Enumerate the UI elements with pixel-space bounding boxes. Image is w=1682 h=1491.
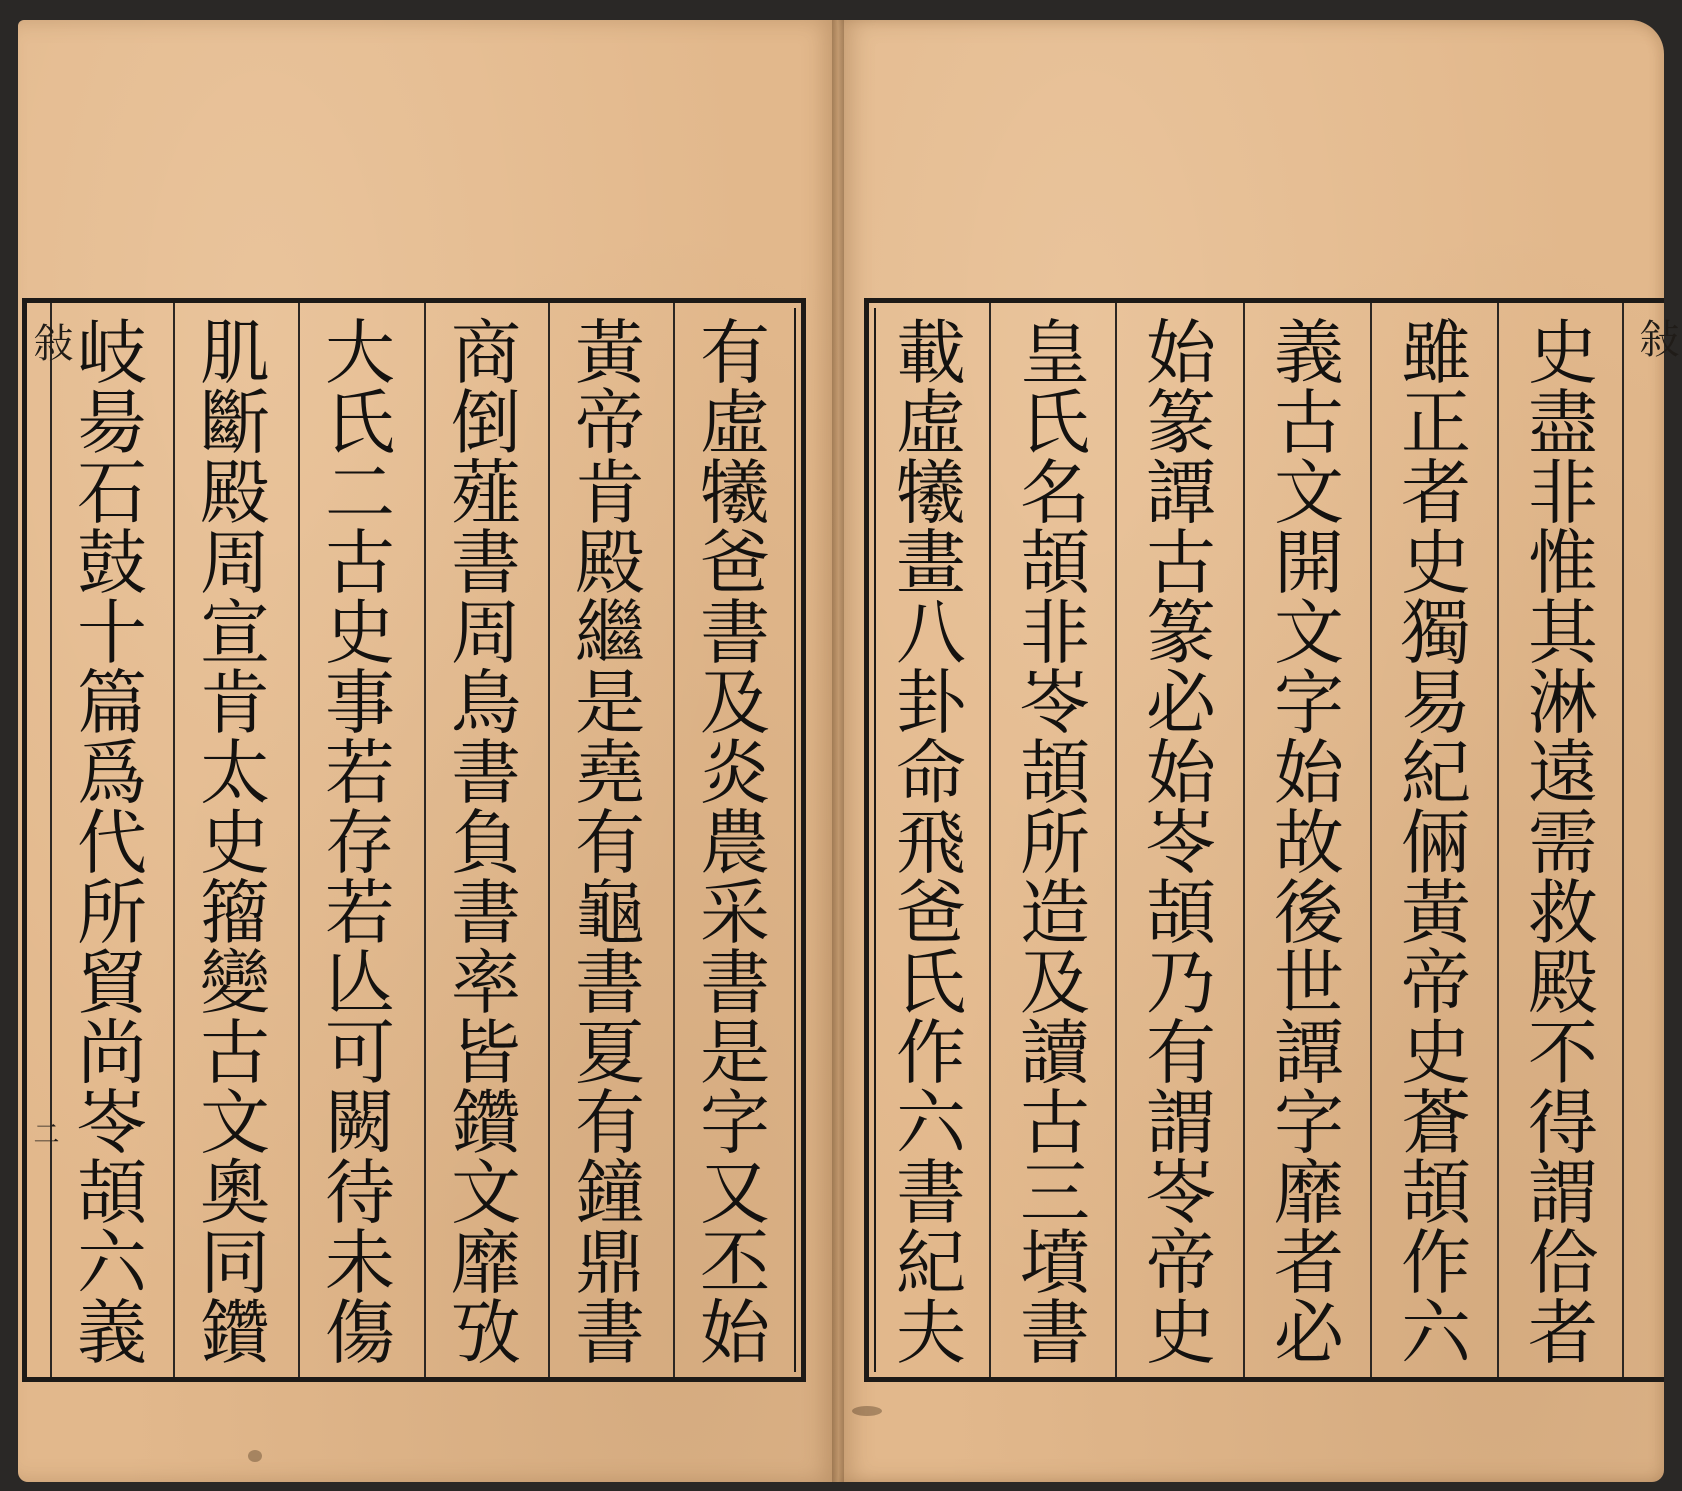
character: 篆 — [1146, 382, 1216, 464]
text-column — [1381, 312, 1491, 1374]
character: 存 — [325, 802, 395, 884]
character: 倆 — [1401, 802, 1471, 884]
character: 是 — [575, 662, 645, 744]
column-rule — [989, 303, 991, 1377]
character: 二 — [325, 452, 395, 534]
character: 作 — [896, 1012, 966, 1094]
character: 非 — [1528, 452, 1598, 534]
column-rule — [1115, 303, 1117, 1377]
character: 岺 — [1146, 1152, 1216, 1234]
character: 盡 — [1528, 382, 1598, 464]
text-column — [1126, 312, 1236, 1374]
column-rule — [1243, 303, 1245, 1377]
character: 采 — [700, 872, 770, 954]
character: 作 — [1401, 1222, 1471, 1304]
character: 石 — [77, 452, 147, 534]
character: 書 — [700, 942, 770, 1024]
character: 字 — [700, 1082, 770, 1164]
character: 岺 — [1020, 662, 1090, 744]
paper-blemish — [248, 1450, 262, 1462]
character: 帝 — [575, 382, 645, 464]
character: 救 — [1528, 872, 1598, 954]
character: 所 — [1020, 802, 1090, 884]
character: 文 — [1274, 452, 1344, 534]
left-frame-inner-line — [794, 308, 796, 1372]
character: 乃 — [1146, 942, 1216, 1024]
character: 其 — [1528, 592, 1598, 674]
character: 字 — [1274, 662, 1344, 744]
character: 頡 — [1146, 872, 1216, 954]
character: 古 — [325, 522, 395, 604]
character: 有 — [575, 802, 645, 884]
column-rule — [173, 303, 175, 1377]
character: 始 — [1274, 732, 1344, 814]
character: 周 — [451, 592, 521, 674]
left-margin-page-number: 二 — [29, 1120, 59, 1146]
character: 籀 — [200, 872, 270, 954]
text-column — [1508, 312, 1618, 1374]
character: 又 — [700, 1152, 770, 1234]
character: 皇 — [1020, 312, 1090, 394]
character: 紀 — [1401, 732, 1471, 814]
character: 者 — [1401, 452, 1471, 534]
character: 昜 — [77, 382, 147, 464]
text-column — [180, 312, 290, 1374]
character: 始 — [1146, 312, 1216, 394]
character: 命 — [896, 732, 966, 814]
column-rule — [424, 303, 426, 1377]
column-rule — [298, 303, 300, 1377]
character: 變 — [200, 942, 270, 1024]
character: 氏 — [896, 942, 966, 1024]
character: 夏 — [575, 1012, 645, 1094]
character: 十 — [77, 592, 147, 674]
character: 殿 — [200, 452, 270, 534]
character: 皆 — [451, 1012, 521, 1094]
character: 氏 — [325, 382, 395, 464]
character: 爸 — [700, 522, 770, 604]
character: 商 — [451, 312, 521, 394]
character: 頡 — [77, 1152, 147, 1234]
character: 始 — [700, 1292, 770, 1374]
character: 尚 — [77, 1012, 147, 1094]
character: 薤 — [451, 452, 521, 534]
text-column — [1000, 312, 1110, 1374]
character: 攷 — [451, 1292, 521, 1374]
character: 同 — [200, 1222, 270, 1304]
character: 爲 — [77, 732, 147, 814]
character: 正 — [1401, 382, 1471, 464]
character: 文 — [1274, 592, 1344, 674]
character: 名 — [1020, 452, 1090, 534]
character: 畫 — [896, 522, 966, 604]
character: 史 — [1401, 1012, 1471, 1094]
character: 淋 — [1528, 662, 1598, 744]
character: 譚 — [1146, 452, 1216, 534]
character: 者 — [1274, 1222, 1344, 1304]
paper-blemish — [852, 1406, 882, 1416]
character: 書 — [575, 942, 645, 1024]
character: 易 — [1401, 662, 1471, 744]
text-column — [57, 312, 167, 1374]
character: 八 — [896, 592, 966, 674]
character: 譚 — [1274, 1012, 1344, 1094]
character: 帝 — [1146, 1222, 1216, 1304]
character: 史 — [200, 802, 270, 884]
character: 奧 — [200, 1152, 270, 1234]
character: 斷 — [200, 382, 270, 464]
character: 三 — [1020, 1152, 1090, 1234]
character: 帝 — [1401, 942, 1471, 1024]
column-rule — [1622, 303, 1624, 1377]
character: 古 — [1146, 522, 1216, 604]
character: 虛 — [896, 382, 966, 464]
character: 書 — [575, 1292, 645, 1374]
character: 丕 — [700, 1222, 770, 1304]
character: 若 — [325, 872, 395, 954]
character: 雖 — [1401, 312, 1471, 394]
character: 造 — [1020, 872, 1090, 954]
character: 頡 — [1020, 732, 1090, 814]
character: 待 — [325, 1152, 395, 1234]
text-column — [555, 312, 665, 1374]
character: 不 — [1528, 1012, 1598, 1094]
character: 鑽 — [200, 1292, 270, 1374]
character: 六 — [896, 1082, 966, 1164]
character: 鑽 — [451, 1082, 521, 1164]
character: 率 — [451, 942, 521, 1024]
character: 亾 — [325, 942, 395, 1024]
character: 闕 — [325, 1082, 395, 1164]
character: 及 — [1020, 942, 1090, 1024]
character: 犧 — [700, 452, 770, 534]
character: 書 — [451, 732, 521, 814]
character: 若 — [325, 732, 395, 814]
character: 宣 — [200, 592, 270, 674]
character: 靡 — [1274, 1152, 1344, 1234]
character: 紀 — [896, 1222, 966, 1304]
character: 謂 — [1528, 1152, 1598, 1234]
character: 需 — [1528, 802, 1598, 884]
character: 龜 — [575, 872, 645, 954]
character: 岺 — [77, 1082, 147, 1164]
character: 貿 — [77, 942, 147, 1024]
column-rule — [1370, 303, 1372, 1377]
book-gutter — [832, 20, 844, 1482]
character: 書 — [451, 872, 521, 954]
character: 必 — [1274, 1292, 1344, 1374]
left-margin-title: 敍 — [27, 322, 73, 362]
text-column — [1254, 312, 1364, 1374]
character: 周 — [200, 522, 270, 604]
character: 飛 — [896, 802, 966, 884]
character: 犧 — [896, 452, 966, 534]
character: 農 — [700, 802, 770, 884]
character: 鐘 — [575, 1152, 645, 1234]
character: 者 — [1528, 1292, 1598, 1374]
character: 代 — [77, 802, 147, 884]
character: 遠 — [1528, 732, 1598, 814]
character: 堯 — [575, 732, 645, 814]
character: 載 — [896, 312, 966, 394]
character: 書 — [896, 1152, 966, 1234]
text-column — [305, 312, 415, 1374]
character: 世 — [1274, 942, 1344, 1024]
character: 謂 — [1146, 1082, 1216, 1164]
character: 殿 — [1528, 942, 1598, 1024]
character: 篇 — [77, 662, 147, 744]
text-column — [876, 312, 986, 1374]
character: 史 — [1146, 1292, 1216, 1374]
character: 肯 — [200, 662, 270, 744]
column-rule — [548, 303, 550, 1377]
character: 有 — [575, 1082, 645, 1164]
character: 炎 — [700, 732, 770, 814]
character: 六 — [77, 1222, 147, 1304]
character: 史 — [1401, 522, 1471, 604]
character: 有 — [1146, 1012, 1216, 1094]
character: 必 — [1146, 662, 1216, 744]
character: 義 — [1274, 312, 1344, 394]
character: 及 — [700, 662, 770, 744]
text-column — [431, 312, 541, 1374]
character: 鼎 — [575, 1222, 645, 1304]
text-column — [680, 312, 790, 1374]
character: 始 — [1146, 732, 1216, 814]
column-rule — [673, 303, 675, 1377]
character: 惟 — [1528, 522, 1598, 604]
right-margin-title: 敍 — [1633, 318, 1679, 358]
character: 讀 — [1020, 1012, 1090, 1094]
character: 岺 — [1146, 802, 1216, 884]
character: 是 — [700, 1012, 770, 1094]
character: 古 — [1020, 1082, 1090, 1164]
character: 故 — [1274, 802, 1344, 884]
character: 鼓 — [77, 522, 147, 604]
character: 文 — [451, 1152, 521, 1234]
character: 六 — [1401, 1292, 1471, 1374]
character: 黃 — [575, 312, 645, 394]
character: 字 — [1274, 1082, 1344, 1164]
character: 黃 — [1401, 872, 1471, 954]
character: 虛 — [700, 382, 770, 464]
character: 繼 — [575, 592, 645, 674]
character: 史 — [325, 592, 395, 674]
character: 得 — [1528, 1082, 1598, 1164]
character: 爸 — [896, 872, 966, 954]
character: 靡 — [451, 1222, 521, 1304]
column-rule — [1497, 303, 1499, 1377]
character: 獨 — [1401, 592, 1471, 674]
character: 岐 — [77, 312, 147, 394]
character: 未 — [325, 1222, 395, 1304]
character: 事 — [325, 662, 395, 744]
character: 古 — [1274, 382, 1344, 464]
character: 太 — [200, 732, 270, 814]
character: 古 — [200, 1012, 270, 1094]
character: 書 — [700, 592, 770, 674]
character: 書 — [451, 522, 521, 604]
character: 頡 — [1020, 522, 1090, 604]
character: 可 — [325, 1012, 395, 1094]
character: 鳥 — [451, 662, 521, 744]
column-rule — [50, 303, 52, 1377]
character: 史 — [1528, 312, 1598, 394]
character: 殿 — [575, 522, 645, 604]
character: 有 — [700, 312, 770, 394]
character: 書 — [1020, 1292, 1090, 1374]
character: 肌 — [200, 312, 270, 394]
character: 墳 — [1020, 1222, 1090, 1304]
character: 卦 — [896, 662, 966, 744]
character: 倒 — [451, 382, 521, 464]
character: 蒼 — [1401, 1082, 1471, 1164]
character: 篆 — [1146, 592, 1216, 674]
character: 非 — [1020, 592, 1090, 674]
character: 負 — [451, 802, 521, 884]
character: 頡 — [1401, 1152, 1471, 1234]
character: 傷 — [325, 1292, 395, 1374]
character: 文 — [200, 1082, 270, 1164]
character: 佮 — [1528, 1222, 1598, 1304]
character: 後 — [1274, 872, 1344, 954]
character: 氏 — [1020, 382, 1090, 464]
character: 肯 — [575, 452, 645, 534]
character: 大 — [325, 312, 395, 394]
character: 夫 — [896, 1292, 966, 1374]
character: 開 — [1274, 522, 1344, 604]
character: 義 — [77, 1292, 147, 1374]
character: 所 — [77, 872, 147, 954]
